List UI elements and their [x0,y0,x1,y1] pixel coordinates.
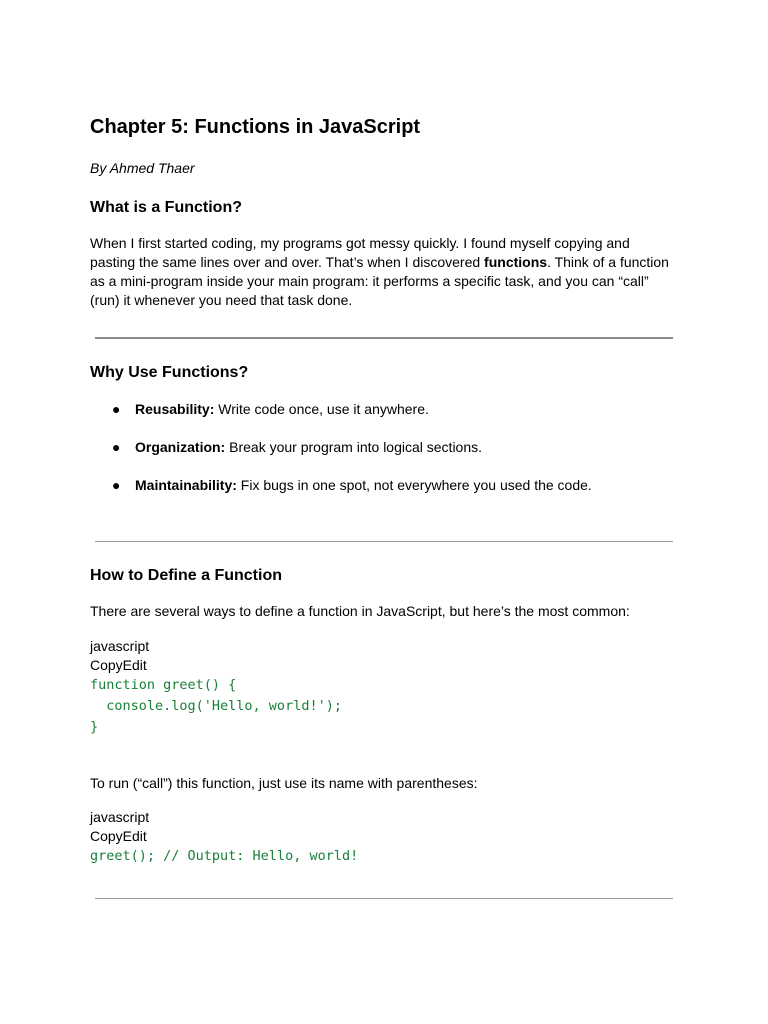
code-block-header [90,808,149,846]
code-line: function greet() { [90,677,237,693]
bullet-icon: ● [112,401,121,417]
define-intro-paragraph: There are several ways to define a function in JavaScript, but here’s the most common: [90,603,630,619]
list-item [90,400,675,419]
section-divider [95,898,673,899]
code-block-call [90,846,358,867]
intro-bold-term: functions [484,254,548,270]
code-line: greet(); // Output: Hello, world! [90,848,359,864]
intro-paragraph [90,234,675,310]
section-heading-what: What is a Function? [90,199,242,216]
code-block-define [90,675,342,738]
author-byline: By Ahmed Thaer [90,160,195,176]
chapter-title: Chapter 5: Functions in JavaScript [90,116,421,138]
code-line: } [90,719,99,735]
section-divider [95,541,673,542]
bullet-icon: ● [112,477,121,493]
list-item [90,476,675,495]
copy-edit-button[interactable]: CopyEdit [90,828,147,844]
bullet-icon: ● [112,439,121,455]
intro-text-after: . Think of a function as a mini-program inside your main program: it performs a specific task, and you can “call” (run) it whenever you need that task done. [90,254,669,308]
code-block-header [90,637,149,675]
bullet-text: Write code once, use it anywhere. [214,401,429,417]
benefits-list [90,400,675,514]
section-heading-how: How to Define a Function [90,567,282,584]
bullet-term: Reusability: [135,401,215,417]
list-item [90,438,675,457]
bullet-text: Break your program into logical sections. [225,439,483,455]
bullet-term: Maintainability: [135,477,237,493]
code-language-label: javascript [90,809,150,825]
code-language-label: javascript [90,638,150,654]
call-intro-paragraph: To run (“call”) this function, just use its name with parentheses: [90,775,478,791]
code-line: console.log('Hello, world!'); [90,698,342,714]
section-heading-why: Why Use Functions? [90,364,249,381]
bullet-text: Fix bugs in one spot, not everywhere you used the code. [236,477,592,493]
intro-text-before: When I first started coding, my programs got messy quickly. I found myself copying and pasting the same lines over and over. That’s when I discovered [90,235,630,270]
bullet-term: Organization: [135,439,226,455]
section-divider [95,337,673,339]
copy-edit-button[interactable]: CopyEdit [90,657,147,673]
